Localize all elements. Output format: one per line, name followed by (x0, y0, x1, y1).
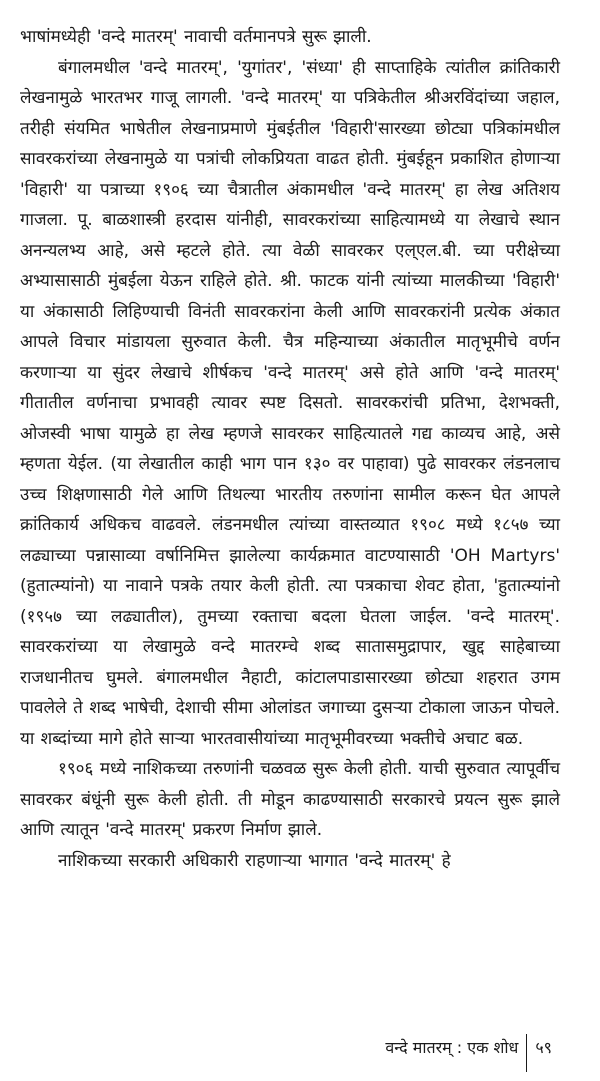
paragraph-nashik-officials: नाशिकच्या सरकारी अधिकारी राहणाऱ्या भागात 'वन्दे मातरम्' हे (58, 850, 451, 871)
paragraph-nashik-movement: १९०६ मध्ये नाशिकच्या तरुणांनी चळवळ सुरू केली होती. याची सुरुवात त्यापूर्वीच सावरकर बंधूंनी सुरू केली होती. ती मोडून काढण्यासाठी सरकारचे प्रयत्न सुरू झाले आणि त्यातून 'वन्दे मातरम्' प्रकरण निर्माण झाले. (20, 759, 560, 840)
paragraph-bengal-weeklies: बंगालमधील 'वन्दे मातरम्', 'युगांतर', 'संध्या' ही साप्ताहिके त्यांतील क्रांतिकारी लेखनामुळे भारतभर गाजू लागली. 'वन्दे मातरम्' या पत्रिकेतील श्रीअरविंदांच्या जहाल, तरीही संयमित भाषेतील लेखनाप्रमाणे मुंबईतील 'विहारी'सारख्या छोट्या पत्रिकांमधील सावरकरांच्या लेखनामुळे या पत्रांची लोकप्रियता वाढत होती. मुंबईहून प्रकाशित होणाऱ्या 'विहारी' या पत्राच्या १९०६ च्या चैत्रातील अंकामधील 'वन्दे मातरम्' हा लेख अतिशय गाजला. पू. बाळशास्त्री हरदास यांनीही, सावरकरांच्या साहित्यामध्ये या लेखाचे स्थान अनन्यलभ्य आहे, असे म्हटले होते. त्या वेळी सावरकर एल्एल.बी. च्या परीक्षेच्या अभ्यासासाठी मुंबईला येऊन राहिले होते. श्री. फाटक यांनी त्यांच्या मालकीच्या 'विहारी' या अंकासाठी लिहिण्याची विनंती सावरकरांना केली आणि सावरकरांनी प्रत्येक अंकात आपले विचार मांडायला सुरुवात केली. चैत्र महिन्याच्या अंकातील मातृभूमीचे वर्णन करणाऱ्या या सुंदर लेखाचे शीर्षकच 'वन्दे मातरम्' असे होते आणि 'वन्दे मातरम्' गीतातील वर्णनाचा प्रभावही त्यावर स्पष्ट दिसतो. सावरकरांची प्रतिभा, देशभक्ती, ओजस्वी भाषा यामुळे हा लेख म्हणजे सावरकर साहित्यातले गद्य काव्यच आहे, असे म्हणता येईल. (या लेखातील काही भाग पान १३० वर पाहावा) पुढे सावरकर लंडनलाच उच्च शिक्षणासाठी गेले आणि तिथल्या भारतीय तरुणांना सामील करून घेत आपले क्रांतिकार्य अधिकच वाढवले. लंडनमधील त्यांच्या वास्तव्यात १९०८ मध्ये १८५७ च्या लढ्याच्या पन्नासाव्या वर्षानिमित्त झालेल्या कार्यक्रमात वाटण्यासाठी 'OH Martyrs' (हुतात्म्यांनो) या नावाने पत्रके तयार केली होती. त्या पत्रकाचा शेवट होता, 'हुतात्म्यांनो (१९५७ च्या लढ्यातील), तुमच्या रक्ताचा बदला घेतला जाईल. 'वन्दे मातरम्'. सावरकरांच्या या लेखामुळे वन्दे मातरम्चे शब्द सातासमुद्रापार, खुद्द साहेबाच्या राजधानीतच घुमले. बंगालमधील नैहाटी, कांटालपाडासारख्या छोट्या शहरात उगम पावलेले ते शब्द भाषेची, देशाची सीमा ओलांडत जगाच्या दुसऱ्या टोकाला जाऊन पोचले. या शब्दांच्या मागे होते साऱ्या भारतवासीयांच्या मातृभूमीवरच्या भक्तीचे अचाट बळ. (20, 57, 560, 749)
paragraph-continuation: भाषांमध्येही 'वन्दे मातरम्' नावाची वर्तमानपत्रे सुरू झाली. (20, 27, 372, 47)
page-number: ५९ (535, 1038, 552, 1057)
footer-divider (526, 1034, 527, 1072)
footer-book-title: वन्दे मातरम् : एक शोध (385, 1038, 519, 1057)
page-footer (385, 1028, 552, 1066)
page-body (20, 22, 560, 876)
